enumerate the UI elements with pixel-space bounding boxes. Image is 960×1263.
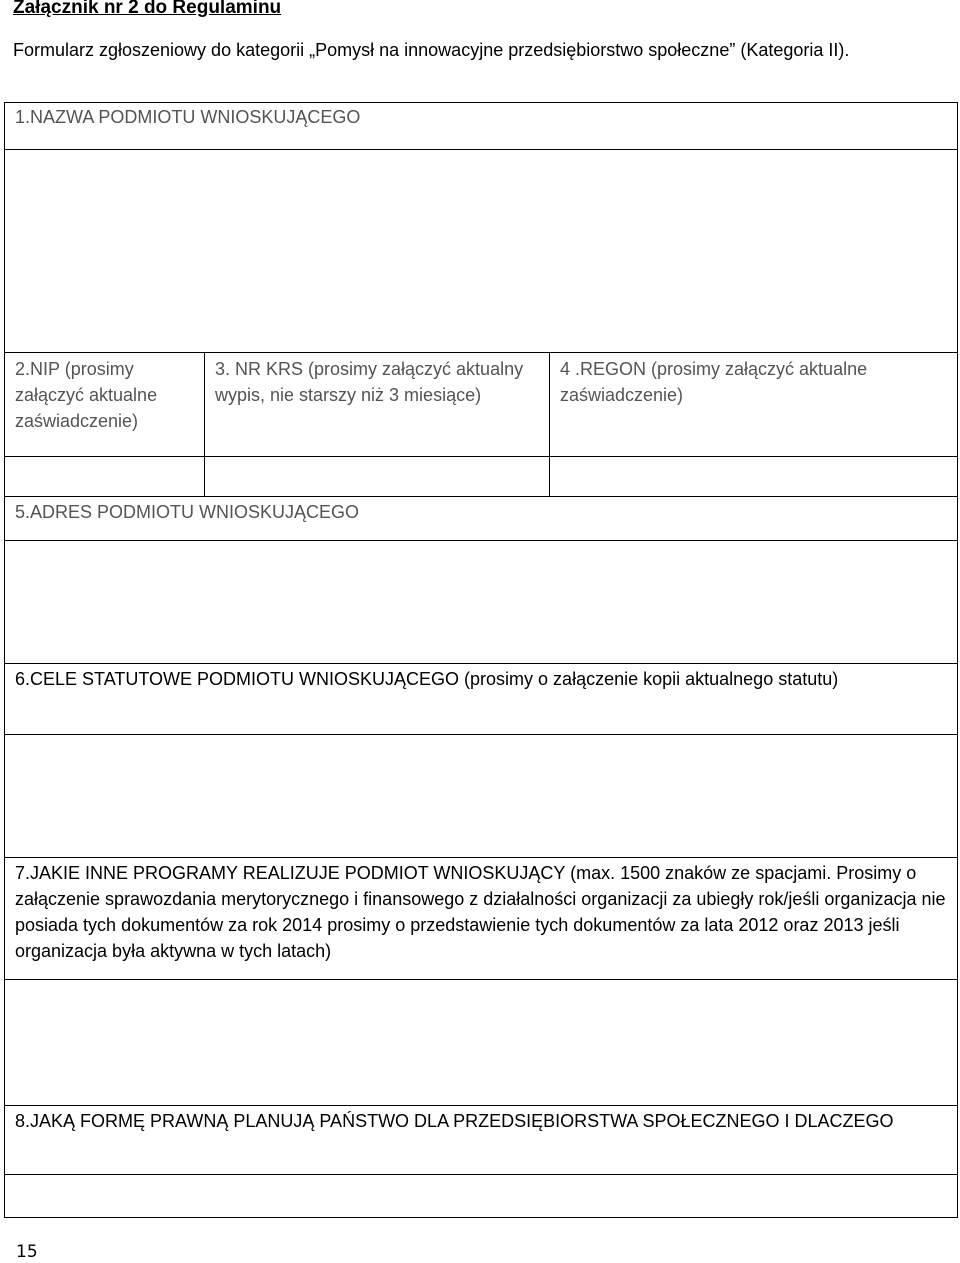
section-3-label: 3. NR KRS (prosimy załączyć aktualny wypis, nie starszy niż 3 miesiące) [205, 353, 550, 457]
section-5-label: 5.ADRES PODMIOTU WNIOSKUJĄCEGO [5, 497, 958, 541]
section-2-field[interactable] [5, 457, 205, 497]
application-form-table [4, 102, 958, 1218]
section-6-field[interactable] [5, 735, 958, 858]
section-7-field[interactable] [5, 980, 958, 1106]
form-intro: Formularz zgłoszeniowy do kategorii „Pomysł na innowacyjne przedsiębiorstwo społeczne” (Kategoria II). [13, 40, 850, 60]
section-3-field[interactable] [205, 457, 550, 497]
page-number: 15 [16, 1242, 38, 1262]
section-7-label: 7.JAKIE INNE PROGRAMY REALIZUJE PODMIOT WNIOSKUJĄCY (max. 1500 znaków ze spacjami. Prosimy o załączenie sprawozdania merytorycznego i finansowego z działalności organizacji za ubiegły rok/jeśli organizacja nie posiada tych dokumentów za rok 2014 prosimy o przedstawienie tych dokumentów za lata 2012 oraz 2013 jeśli organizacja była aktywna w tych latach) [5, 858, 958, 980]
section-4-label: 4 .REGON (prosimy załączyć aktualne zaświadczenie) [550, 353, 958, 457]
section-5-field[interactable] [5, 541, 958, 664]
section-4-field[interactable] [550, 457, 958, 497]
section-1-label: 1.NAZWA PODMIOTU WNIOSKUJĄCEGO [5, 103, 958, 150]
section-8-label: 8.JAKĄ FORMĘ PRAWNĄ PLANUJĄ PAŃSTWO DLA PRZEDSIĘBIORSTWA SPOŁECZNEGO I DLACZEGO [5, 1106, 958, 1175]
section-2-label: 2.NIP (prosimy załączyć aktualne zaświadczenie) [5, 353, 205, 457]
section-1-field[interactable] [5, 150, 958, 353]
document-heading: Załącznik nr 2 do Regulaminu [13, 0, 282, 18]
section-6-label: 6.CELE STATUTOWE PODMIOTU WNIOSKUJĄCEGO (prosimy o załączenie kopii aktualnego statutu) [5, 664, 958, 735]
section-8-field[interactable] [5, 1175, 958, 1218]
